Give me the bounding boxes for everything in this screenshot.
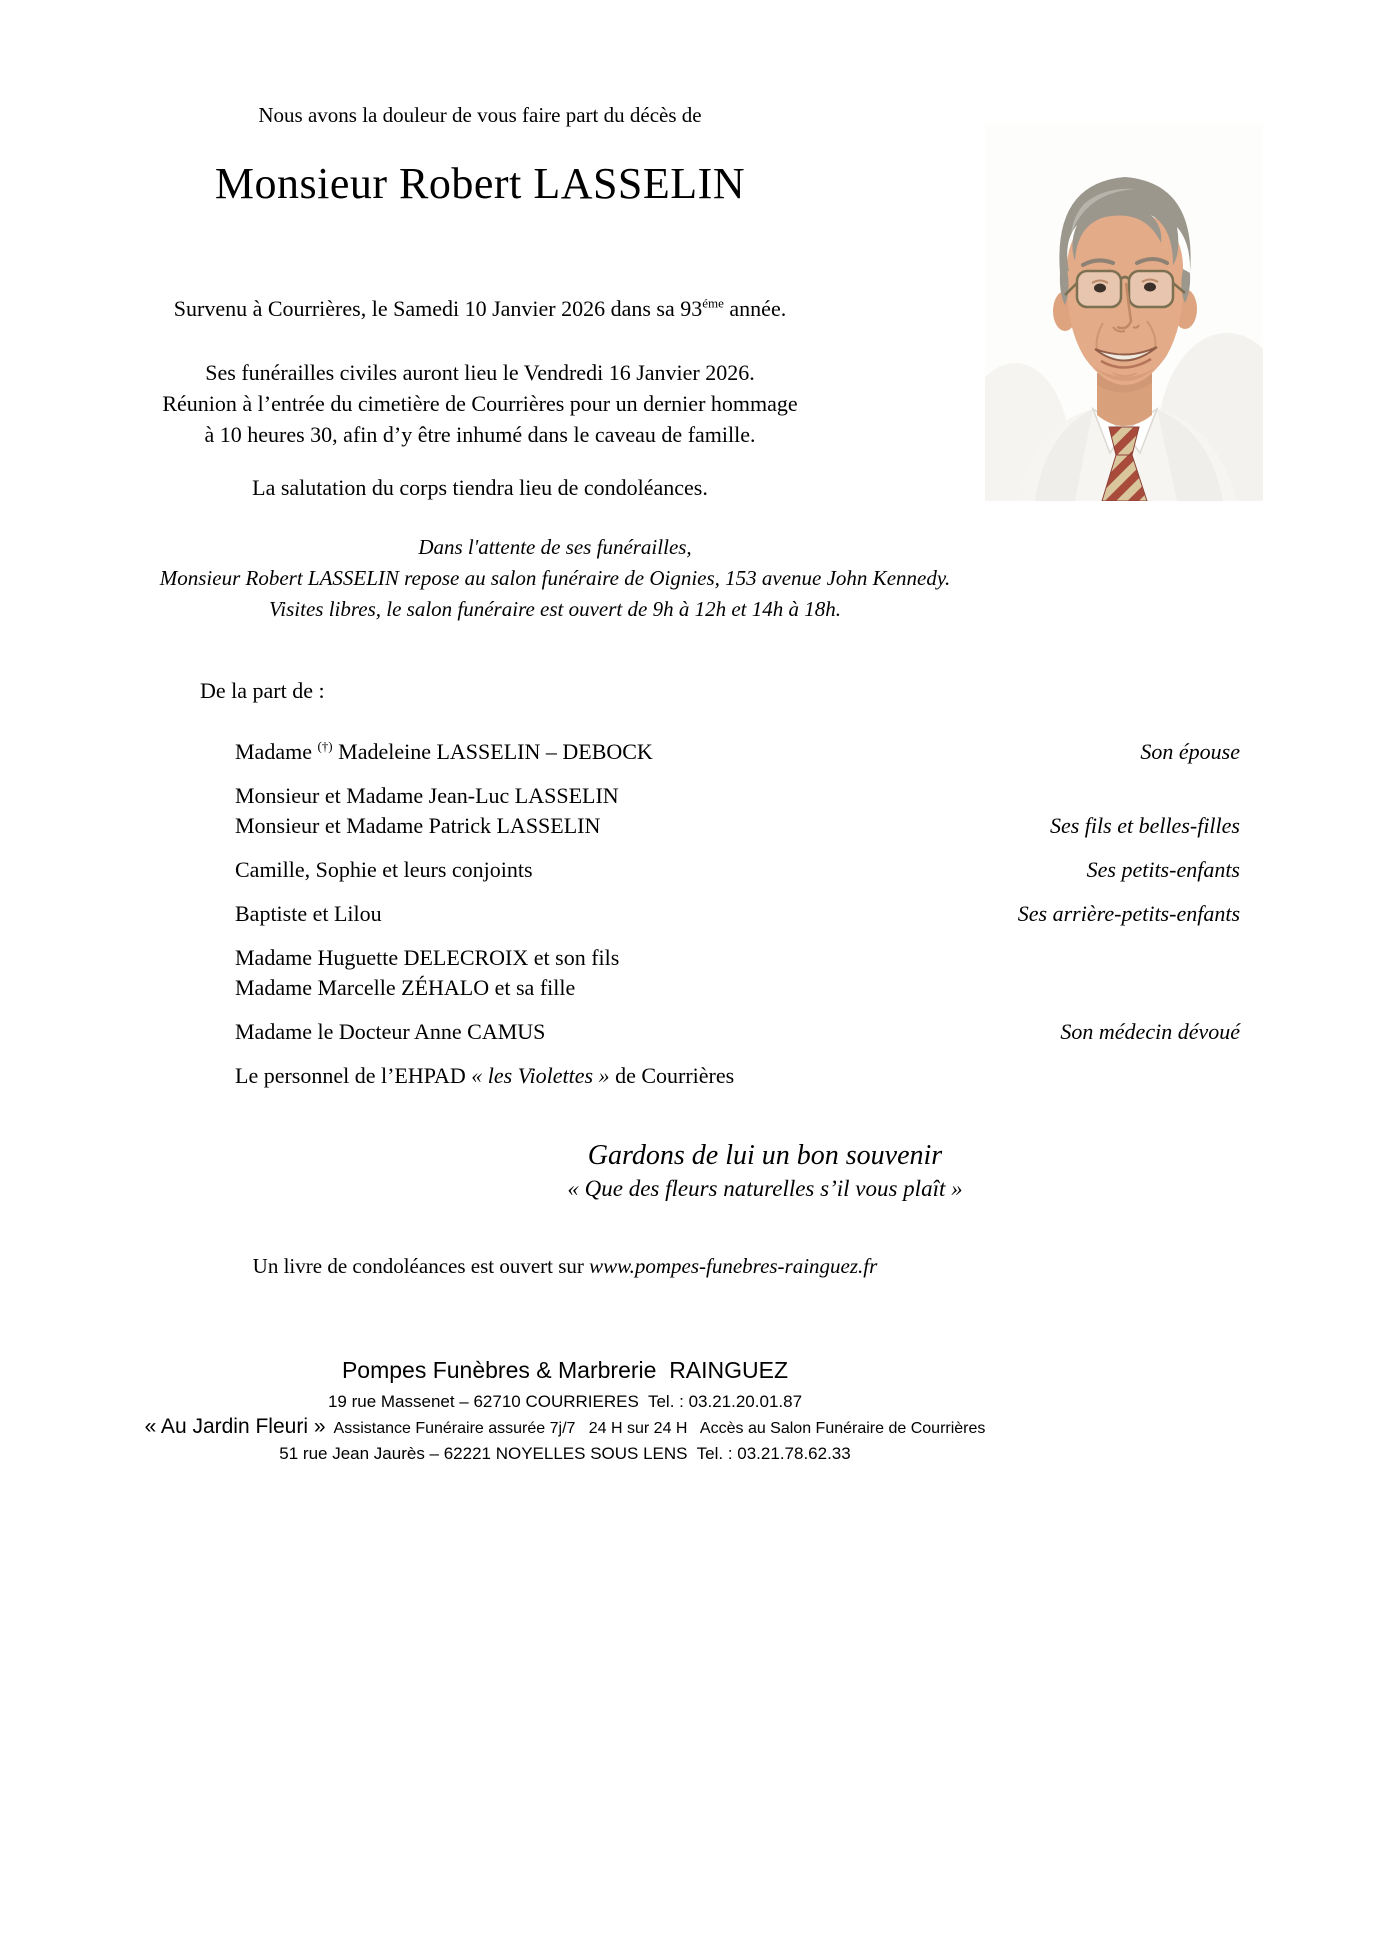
occurrence-superscript: éme [702,295,724,311]
family-relation: Son épouse [1140,739,1240,764]
family-member-name: Madame Marcelle ZÉHALO et sa fille [235,975,576,1000]
occurrence-line [130,296,830,322]
ehpad-text-pre: Le personnel de l’EHPAD [235,1063,472,1088]
souvenir-line: Gardons de lui un bon souvenir [587,1140,943,1171]
family-member-name: Monsieur et Madame Jean-Luc LASSELIN [235,783,619,808]
repose-line-2: Monsieur Robert LASSELIN repose au salon funéraire de Oignies, 153 avenue John Kennedy. [159,566,951,590]
family-list [235,737,1240,1091]
portrait-photo-illustration [985,123,1263,501]
family-row-spouse [235,737,1240,767]
family-relation: Ses petits-enfants [1086,857,1240,882]
family-row-great-grandchildren [235,899,1240,929]
family-row-son1 [235,781,1240,811]
family-member-name-post: Madeleine LASSELIN – DEBOCK [332,739,653,764]
family-relation: Son médecin dévoué [1060,1019,1240,1044]
funeral-details [110,357,850,450]
repose-line-1: Dans l'attente de ses funérailles, [418,535,692,559]
funeral-home-name: Pompes Funèbres & Marbrerie RAINGUEZ [341,1357,789,1383]
family-member-name-pre: Madame [235,739,318,764]
souvenir-block [400,1138,1130,1204]
funeral-home-footer [60,1356,1070,1466]
family-row-ehpad-staff [235,1061,1240,1091]
family-member-name [235,737,653,767]
funeral-home-services-text: Assistance Funéraire assurée 7j/7 24 H sur 24 H Accès au Salon Funéraire de Courrières [325,1420,986,1437]
family-row-zehalo [235,973,1240,1003]
family-row-doctor [235,1017,1240,1047]
family-member-name: Monsieur et Madame Patrick LASSELIN [235,813,601,838]
family-row-grandchildren [235,855,1240,885]
funeral-line-1: Ses funérailles civiles auront lieu le Vendredi 16 Janvier 2026. [205,360,755,385]
funeral-line-3: à 10 heures 30, afin d’y être inhumé dans le caveau de famille. [204,422,756,447]
salutation-line: La salutation du corps tiendra lieu de condoléances. [252,475,708,500]
condolence-book-text: Un livre de condoléances est ouvert sur [252,1254,590,1278]
family-relation: Ses arrière-petits-enfants [1017,901,1240,926]
repose-line-3: Visites libres, le salon funéraire est ouvert de 9h à 12h et 14h à 18h. [269,597,841,621]
intro-line: Nous avons la douleur de vous faire part du décès de [258,103,702,127]
page-title: Monsieur Robert LASSELIN [214,159,746,208]
family-member-name: Camille, Sophie et leurs conjoints [235,857,533,882]
funeral-line-2: Réunion à l’entrée du cimetière de Courrières pour un dernier hommage [162,391,798,416]
family-member-name: Madame Huguette DELECROIX et son fils [235,945,620,970]
funeral-home-services [60,1414,1070,1442]
portrait-photo [985,123,1263,501]
from-heading: De la part de : [200,678,325,703]
family-member-name: Madame le Docteur Anne CAMUS [235,1019,546,1044]
deceased-cross-superscript: (†) [317,738,333,754]
family-row-son2 [235,811,1240,841]
funeral-home-address-1: 19 rue Massenet – 62710 COURRIERES Tel. : 03.21.20.01.87 [327,1392,803,1411]
funeral-home-brand: « Au Jardin Fleuri » [144,1415,326,1438]
family-relation: Ses fils et belles-filles [1049,813,1240,838]
occurrence-text-post: année. [723,296,787,321]
ehpad-text-post: de Courrières [609,1063,735,1088]
occurrence-text-pre: Survenu à Courrières, le Samedi 10 Janvier 2026 dans sa 93 [173,296,703,321]
family-member-name [235,1061,734,1091]
ehpad-name-italic: « les Violettes » [471,1063,610,1088]
condolence-website: www.pompes-funebres-rainguez.fr [589,1254,878,1278]
repose-details [105,532,1005,625]
flowers-request-line: « Que des fleurs naturelles s’il vous plaît » [567,1176,963,1201]
family-member-name: Baptiste et Lilou [235,901,382,926]
family-row-delecroix [235,943,1240,973]
condolence-book-line [60,1254,1070,1279]
funeral-home-address-2: 51 rue Jean Jaurès – 62221 NOYELLES SOUS LENS Tel. : 03.21.78.62.33 [279,1444,851,1463]
